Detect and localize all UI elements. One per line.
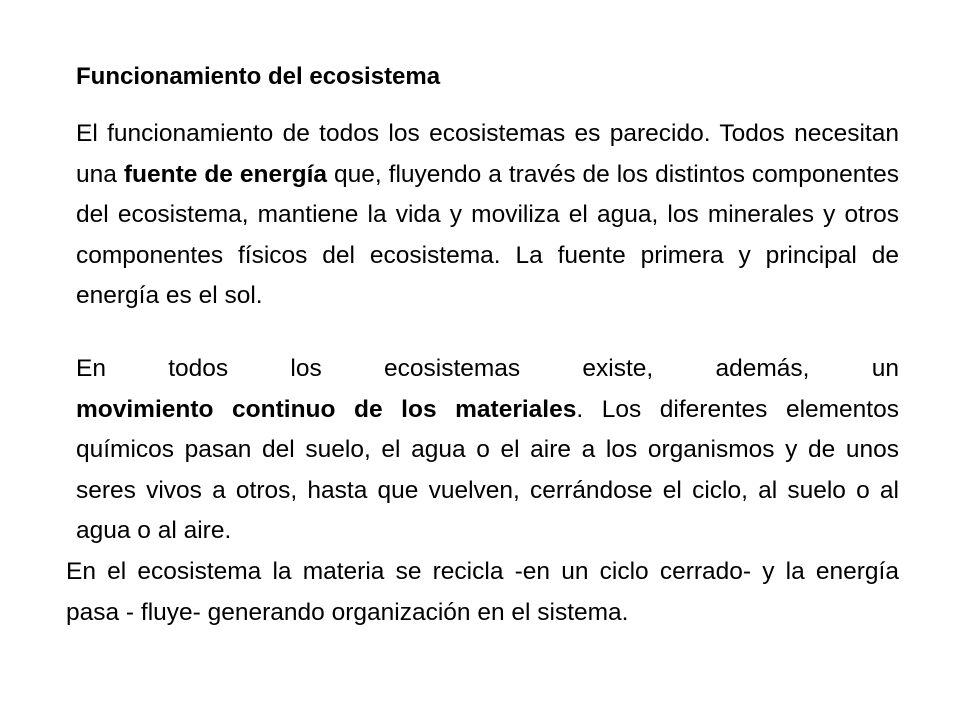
paragraph-material-cycle-text-b: . Los diferentes elementos químicos pasan del suelo, el agua o el aire a los organismos y de unos seres vivos a otros, hasta que vuelven, cerrándose el ciclo, al suelo o al agua o al aire.: [76, 395, 899, 544]
paragraph-material-cycle-text-a: En todos los ecosistemas existe, además, un: [76, 355, 899, 382]
paragraph-energy-flow-text-b: que, fluyendo a través de los distintos componentes del ecosistema, mantiene la vida y moviliza el agua, los minerales y otros componentes físicos del ecosistema. La fuente primera y principal de energía es el sol.: [76, 160, 900, 309]
energy-source-highlight: fuente de energía: [123, 160, 328, 188]
paragraph-energy-flow: [76, 114, 899, 317]
paragraph-recycling-summary: En el ecosistema la materia se recicla -en un ciclo cerrado- y la energía pasa - fluye- generando organización en el sistema.: [66, 558, 899, 626]
material-movement-highlight: movimiento continuo de los materiales: [76, 395, 577, 423]
paragraph-energy-flow-text-a: El funcionamiento de todos los ecosistemas es parecido. Todos necesitan una: [76, 120, 899, 188]
slide-title: Funcionamiento del ecosistema: [76, 63, 441, 90]
paragraph-material-cycle: [76, 349, 899, 552]
